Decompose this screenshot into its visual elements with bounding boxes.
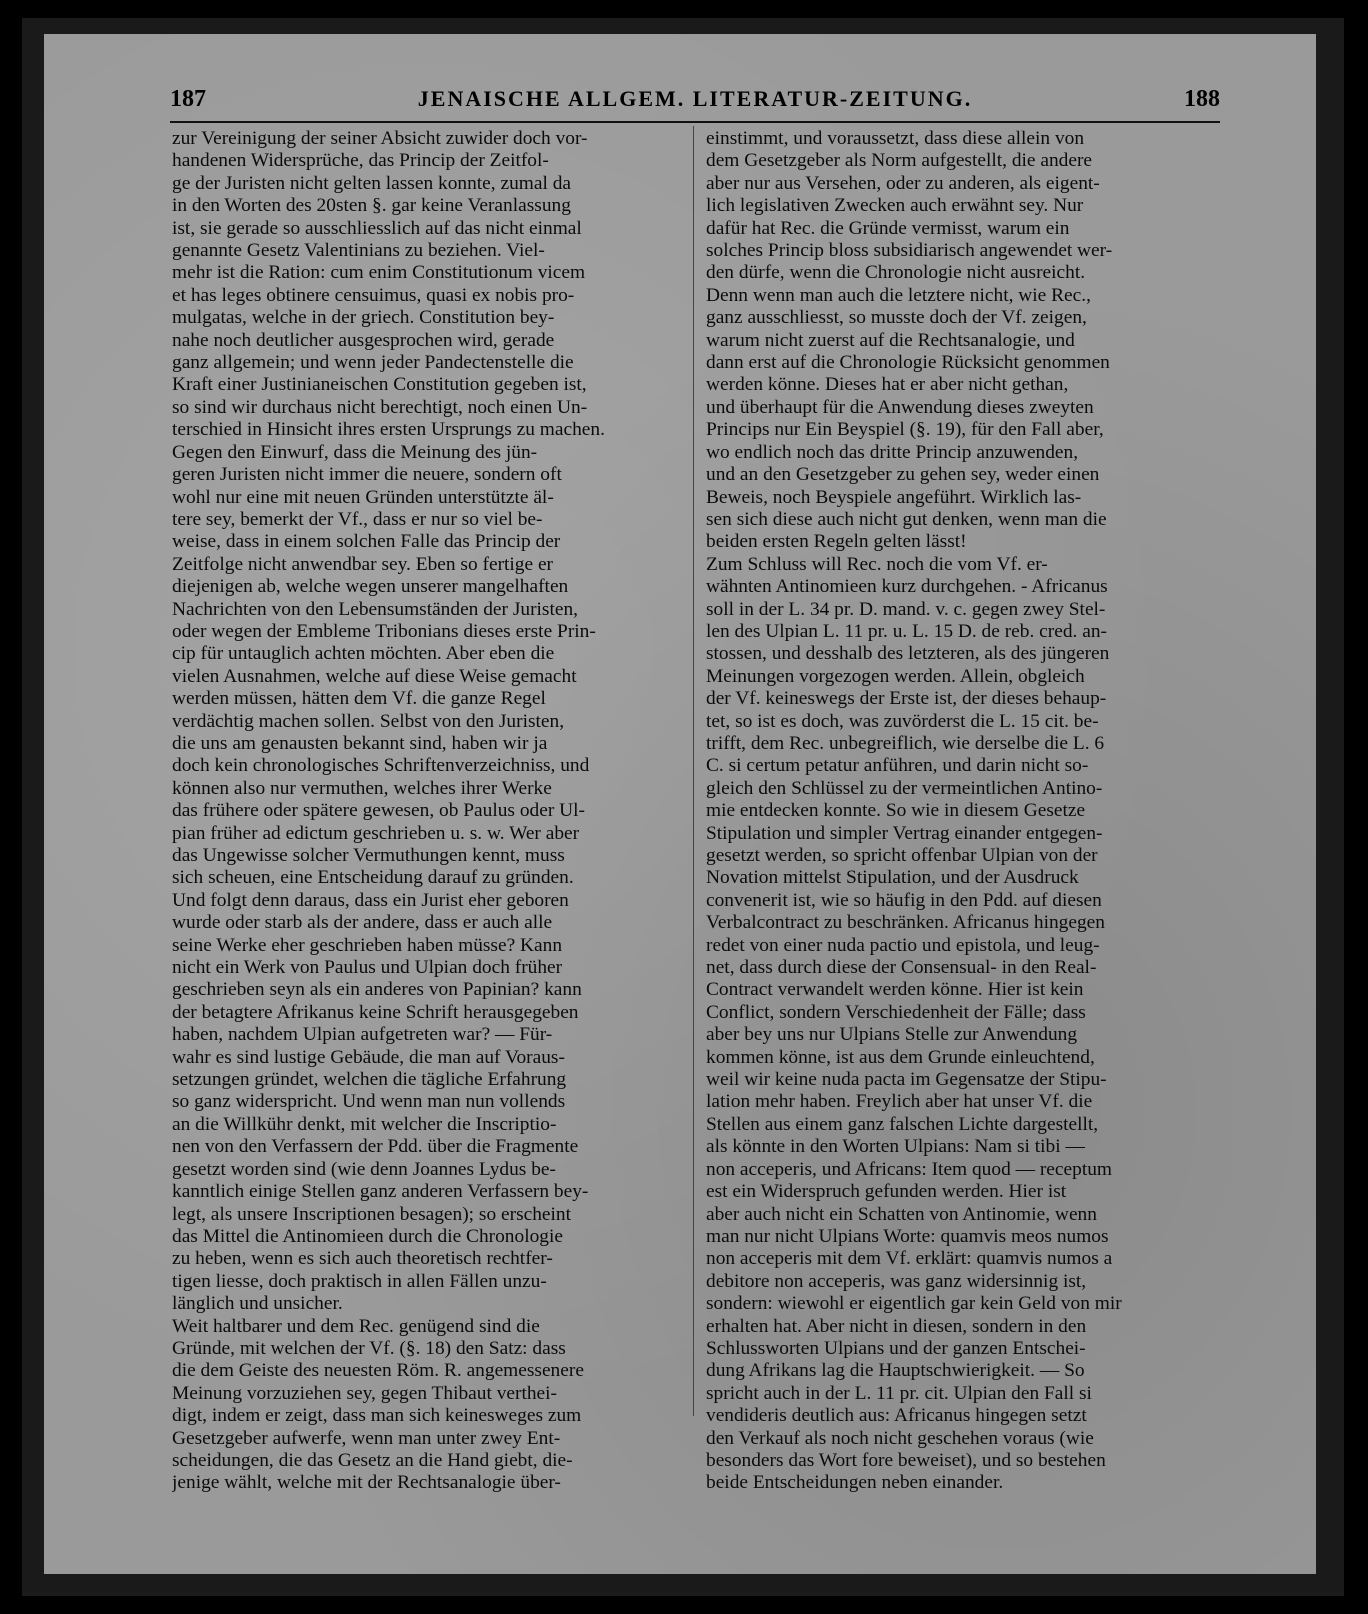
text-line: Verbalcontract zu beschränken. Africanus hingegen xyxy=(706,912,1105,934)
text-line: lich legislativen Zwecken auch erwähnt sey. Nur xyxy=(706,195,1084,217)
text-line: convenerit ist, wie so häufig in den Pdd. auf diesen xyxy=(706,889,1102,911)
text-line: weise, dass in einem solchen Falle das Princip der xyxy=(172,531,561,553)
text-line: so sind wir durchaus nicht berechtigt, noch einen Un- xyxy=(172,396,588,418)
column-divider xyxy=(693,126,694,1416)
text-line: zu heben, wenn es sich auch theoretisch rechtfer- xyxy=(172,1248,553,1270)
text-line: einstimmt, und voraussetzt, dass diese allein von xyxy=(706,128,1085,149)
text-line: das frühere oder spätere gewesen, ob Paulus oder Ul- xyxy=(172,800,585,822)
text-line: ganz allgemein; und wenn jeder Pandectenstelle die xyxy=(172,352,574,374)
text-line: wo endlich noch das dritte Princip anzuwenden, xyxy=(706,441,1079,463)
text-line: dung Afrikans lag die Hauptschwierigkeit. — So xyxy=(706,1360,1085,1382)
text-line: Meinungen vorgezogen werden. Allein, obgleich xyxy=(706,665,1085,687)
text-line: dem Gesetzgeber als Norm aufgestellt, die andere xyxy=(706,150,1093,172)
text-line: ist, sie gerade so ausschliesslich auf das nicht einmal xyxy=(172,217,582,239)
text-column-left xyxy=(172,128,684,1495)
text-line: gesetzt worden sind (wie denn Joannes Lydus be- xyxy=(172,1158,556,1180)
text-line: trifft, dem Rec. unbegreiflich, wie derselbe die L. 6 xyxy=(706,732,1105,754)
text-line: legt, als unsere Inscriptionen besagen); so erscheint xyxy=(172,1203,571,1225)
text-line: die dem Geiste des neuesten Röm. R. angemessenere xyxy=(172,1360,584,1382)
text-line: dafür hat Rec. die Gründe vermisst, warum ein xyxy=(706,217,1070,239)
text-line: den dürfe, wenn die Chronologie nicht ausreicht. xyxy=(706,262,1086,284)
text-line: geschrieben seyn als ein anderes von Papinian? kann xyxy=(172,979,582,1001)
text-line: nicht ein Werk von Paulus und Ulpian doch früher xyxy=(172,957,563,979)
text-line: beiden ersten Regeln gelten lässt! xyxy=(706,531,967,553)
text-line: wähnten Antinomieen kurz durchgehen. - Africanus xyxy=(706,576,1108,598)
text-line: spricht auch in der L. 11 pr. cit. Ulpian den Fall si xyxy=(706,1382,1092,1404)
text-line: mie entdecken konnte. So wie in diesem Gesetze xyxy=(706,800,1086,822)
text-line: soll in der L. 34 pr. D. mand. v. c. gegen zwey Stel- xyxy=(706,598,1106,620)
text-line: geren Juristen nicht immer die neuere, sondern oft xyxy=(172,464,562,486)
text-line: jenige wählt, welche mit der Rechtsanalogie über- xyxy=(172,1472,561,1494)
text-line: der Vf. keineswegs der Erste ist, der dieses behaup- xyxy=(706,688,1107,710)
page-number-left: 187 xyxy=(170,86,206,112)
text-line: Stellen aus einem ganz falschen Lichte dargestellt, xyxy=(706,1113,1099,1135)
text-line: Nachrichten von den Lebensumständen der Juristen, xyxy=(172,598,579,620)
text-line: kommen könne, ist aus dem Grunde einleuchtend, xyxy=(706,1046,1095,1068)
text-line: weil wir keine nuda pacta im Gegensatze der Stipu- xyxy=(706,1069,1107,1091)
text-line: Zeitfolge nicht anwendbar sey. Eben so fertige er xyxy=(172,553,554,575)
text-line: pian früher ad edictum geschrieben u. s. w. Wer aber xyxy=(172,822,580,844)
text-line: haben, nachdem Ulpian aufgetreten war? — Für- xyxy=(172,1024,553,1046)
text-line: kanntlich einige Stellen ganz anderen Verfassern bey- xyxy=(172,1181,589,1203)
text-line: mulgatas, welche in der griech. Constitution bey- xyxy=(172,307,555,329)
text-line: nen von den Verfassern der Pdd. über die Fragmente xyxy=(172,1136,579,1158)
text-line: Conflict, sondern Verschiedenheit der Fälle; dass xyxy=(706,1001,1086,1023)
text-line: sich scheuen, eine Entscheidung darauf zu gründen. xyxy=(172,867,574,889)
text-line: Schlussworten Ulpians und der ganzen Entschei- xyxy=(706,1337,1086,1359)
text-line: das Ungewisse solcher Vermuthungen kennt, muss xyxy=(172,845,565,866)
text-line: cip für untauglich achten möchten. Aber eben die xyxy=(172,643,555,665)
text-line: handenen Widersprüche, das Princip der Zeitfol- xyxy=(172,150,549,172)
text-line: werden könne. Dieses hat er aber nicht gethan, xyxy=(706,374,1069,396)
text-line: warum nicht zuerst auf die Rechtsanalogie, und xyxy=(706,329,1075,351)
text-line: Zum Schluss will Rec. noch die vom Vf. er- xyxy=(706,553,1048,575)
text-line: len des Ulpian L. 11 pr. u. L. 15 D. de reb. cred. an- xyxy=(706,620,1107,642)
text-line: Und folgt denn daraus, dass ein Jurist eher geboren xyxy=(172,889,569,911)
text-line: ge der Juristen nicht gelten lassen konnte, zumal da xyxy=(172,172,572,194)
text-line: Princips nur Ein Beyspiel (§. 19), für den Fall aber, xyxy=(706,419,1104,441)
text-line: non acceperis, und Africans: Item quod — receptum xyxy=(706,1158,1112,1180)
text-line: solches Princip bloss subsidiarisch angewendet wer- xyxy=(706,240,1113,262)
text-line: der betagtere Afrikanus keine Schrift herausgegeben xyxy=(172,1001,579,1023)
text-line: mehr ist die Ration: cum enim Constitutionum vicem xyxy=(172,262,586,284)
text-line: et has leges obtinere censuimus, quasi ex nobis pro- xyxy=(172,284,575,306)
text-line: in den Worten des 20sten §. gar keine Veranlassung xyxy=(172,195,571,217)
text-line: den Verkauf als noch nicht geschehen voraus (wie xyxy=(706,1427,1094,1449)
text-line: tere sey, bemerkt der Vf., dass er nur so viel be- xyxy=(172,508,543,530)
text-line: aber nur aus Versehen, oder zu anderen, als eigent- xyxy=(706,172,1100,194)
text-line: est ein Widerspruch gefunden werden. Hier ist xyxy=(706,1181,1067,1203)
page-number-right: 188 xyxy=(1184,86,1220,112)
text-line: und an den Gesetzgeber zu gehen sey, weder einen xyxy=(706,464,1100,486)
text-line: können also nur vermuthen, welches ihrer Werke xyxy=(172,777,552,799)
text-line: Meinung vorzuziehen sey, gegen Thibaut verthei- xyxy=(172,1382,557,1404)
text-line: gesetzt werden, so spricht offenbar Ulpian von der xyxy=(706,845,1098,866)
text-line: lation mehr haben. Freylich aber hat unser Vf. die xyxy=(706,1091,1093,1113)
text-line: net, dass durch diese der Consensual- in den Real- xyxy=(706,957,1097,979)
text-line: ganz ausschliesst, so musste doch der Vf. zeigen, xyxy=(706,307,1087,329)
text-line: Stipulation und simpler Vertrag einander entgegen- xyxy=(706,822,1103,844)
text-line: C. si certum petatur anführen, und darin nicht so- xyxy=(706,755,1089,777)
text-line: Gesetzgeber aufwerfe, wenn man unter zwey Ent- xyxy=(172,1427,561,1449)
text-line: nahe noch deutlicher ausgesprochen wird, gerade xyxy=(172,329,555,351)
text-line: beide Entscheidungen neben einander. xyxy=(706,1472,1004,1494)
text-line: diejenigen ab, welche wegen unserer mangelhaften xyxy=(172,576,569,598)
text-line: man nur nicht Ulpians Worte: quamvis meos numos xyxy=(706,1225,1109,1247)
text-line: non acceperis mit dem Vf. erklärt: quamvis numos a xyxy=(706,1248,1113,1270)
text-line: tet, so ist es doch, was zuvörderst die L. 15 cit. be- xyxy=(706,710,1099,732)
text-line: redet von einer nuda pactio und epistola, und leug- xyxy=(706,934,1100,956)
text-line: sondern: wiewohl er eigentlich gar kein Geld von mir xyxy=(706,1293,1122,1315)
text-line: zur Vereinigung der seiner Absicht zuwider doch vor- xyxy=(172,128,588,149)
text-line: wahr es sind lustige Gebäude, die man auf Voraus- xyxy=(172,1046,565,1068)
text-line: Contract verwandelt werden könne. Hier ist kein xyxy=(706,979,1084,1001)
text-line: gleich den Schlüssel zu der vermeintlichen Antino- xyxy=(706,777,1103,799)
text-line: und überhaupt für die Anwendung dieses zweyten xyxy=(706,396,1094,418)
page-header xyxy=(170,82,1220,122)
text-line: länglich und unsicher. xyxy=(172,1293,343,1315)
text-line: doch kein chronologisches Schriftenverzeichniss, und xyxy=(172,755,590,777)
text-line: besonders das Wort fore beweiset), und so bestehen xyxy=(706,1449,1106,1471)
text-line: an die Willkühr denkt, mit welcher die Inscriptio- xyxy=(172,1113,557,1135)
text-line: Gegen den Einwurf, dass die Meinung des jün- xyxy=(172,441,538,463)
text-line: wurde oder starb als der andere, dass er auch alle xyxy=(172,912,553,934)
text-line: seine Werke eher geschrieben haben müsse? Kann xyxy=(172,934,563,956)
text-line: Kraft einer Justinianeischen Constitution gegeben ist, xyxy=(172,374,587,396)
text-line: erhalten hat. Aber nicht in diesen, sondern in den xyxy=(706,1315,1087,1337)
text-line: verdächtig machen sollen. Selbst von den Juristen, xyxy=(172,710,565,732)
text-line: Denn wenn man auch die letztere nicht, wie Rec., xyxy=(706,284,1091,306)
text-line: terschied in Hinsicht ihres ersten Ursprungs zu machen. xyxy=(172,419,605,441)
text-line: wohl nur eine mit neuen Gründen unterstützte äl- xyxy=(172,486,554,508)
text-line: setzungen gründet, welchen die tägliche Erfahrung xyxy=(172,1069,567,1091)
text-line: dann erst auf die Chronologie Rücksicht genommen xyxy=(706,352,1110,374)
text-line: vendideris deutlich aus: Africanus hingegen setzt xyxy=(706,1405,1087,1427)
text-line: sen sich diese auch nicht gut denken, wenn man die xyxy=(706,508,1107,530)
text-line: vielen Ausnahmen, welche auf diese Weise gemacht xyxy=(172,665,577,687)
text-column-right xyxy=(706,128,1218,1495)
text-line: tigen liesse, doch praktisch in allen Fällen unzu- xyxy=(172,1270,547,1292)
text-line: aber bey uns nur Ulpians Stelle zur Anwendung xyxy=(706,1024,1078,1046)
text-line: scheidungen, die das Gesetz an die Hand giebt, die- xyxy=(172,1449,573,1471)
journal-title: JENAISCHE ALLGEM. LITERATUR-ZEITUNG. xyxy=(417,86,973,111)
text-line: als könnte in den Worten Ulpians: Nam si tibi — xyxy=(706,1136,1085,1158)
text-line: genannte Gesetz Valentinians zu beziehen. Viel- xyxy=(172,240,545,262)
header-rule xyxy=(170,121,1220,123)
text-line: das Mittel die Antinomieen durch die Chronologie xyxy=(172,1225,563,1247)
text-line: digt, indem er zeigt, dass man sich keinesweges zum xyxy=(172,1405,582,1427)
text-line: so ganz widerspricht. Und wenn man nun vollends xyxy=(172,1091,566,1113)
text-line: Novation mittelst Stipulation, und der Ausdruck xyxy=(706,867,1079,889)
text-line: debitore non acceperis, was ganz widersinnig ist, xyxy=(706,1270,1087,1292)
text-line: stossen, und desshalb des letzteren, als des jüngeren xyxy=(706,643,1110,665)
text-line: die uns am genausten bekannt sind, haben wir ja xyxy=(172,732,548,754)
text-line: Gründe, mit welchen der Vf. (§. 18) den Satz: dass xyxy=(172,1337,566,1359)
text-line: aber auch nicht ein Schatten von Antinomie, wenn xyxy=(706,1203,1097,1225)
text-line: werden müssen, hätten dem Vf. die ganze Regel xyxy=(172,688,546,710)
text-line: Weit haltbarer und dem Rec. genügend sind die xyxy=(172,1315,540,1337)
text-line: Beweis, noch Beyspiele angeführt. Wirklich las- xyxy=(706,486,1082,508)
text-line: oder wegen der Embleme Tribonians dieses erste Prin- xyxy=(172,620,596,642)
